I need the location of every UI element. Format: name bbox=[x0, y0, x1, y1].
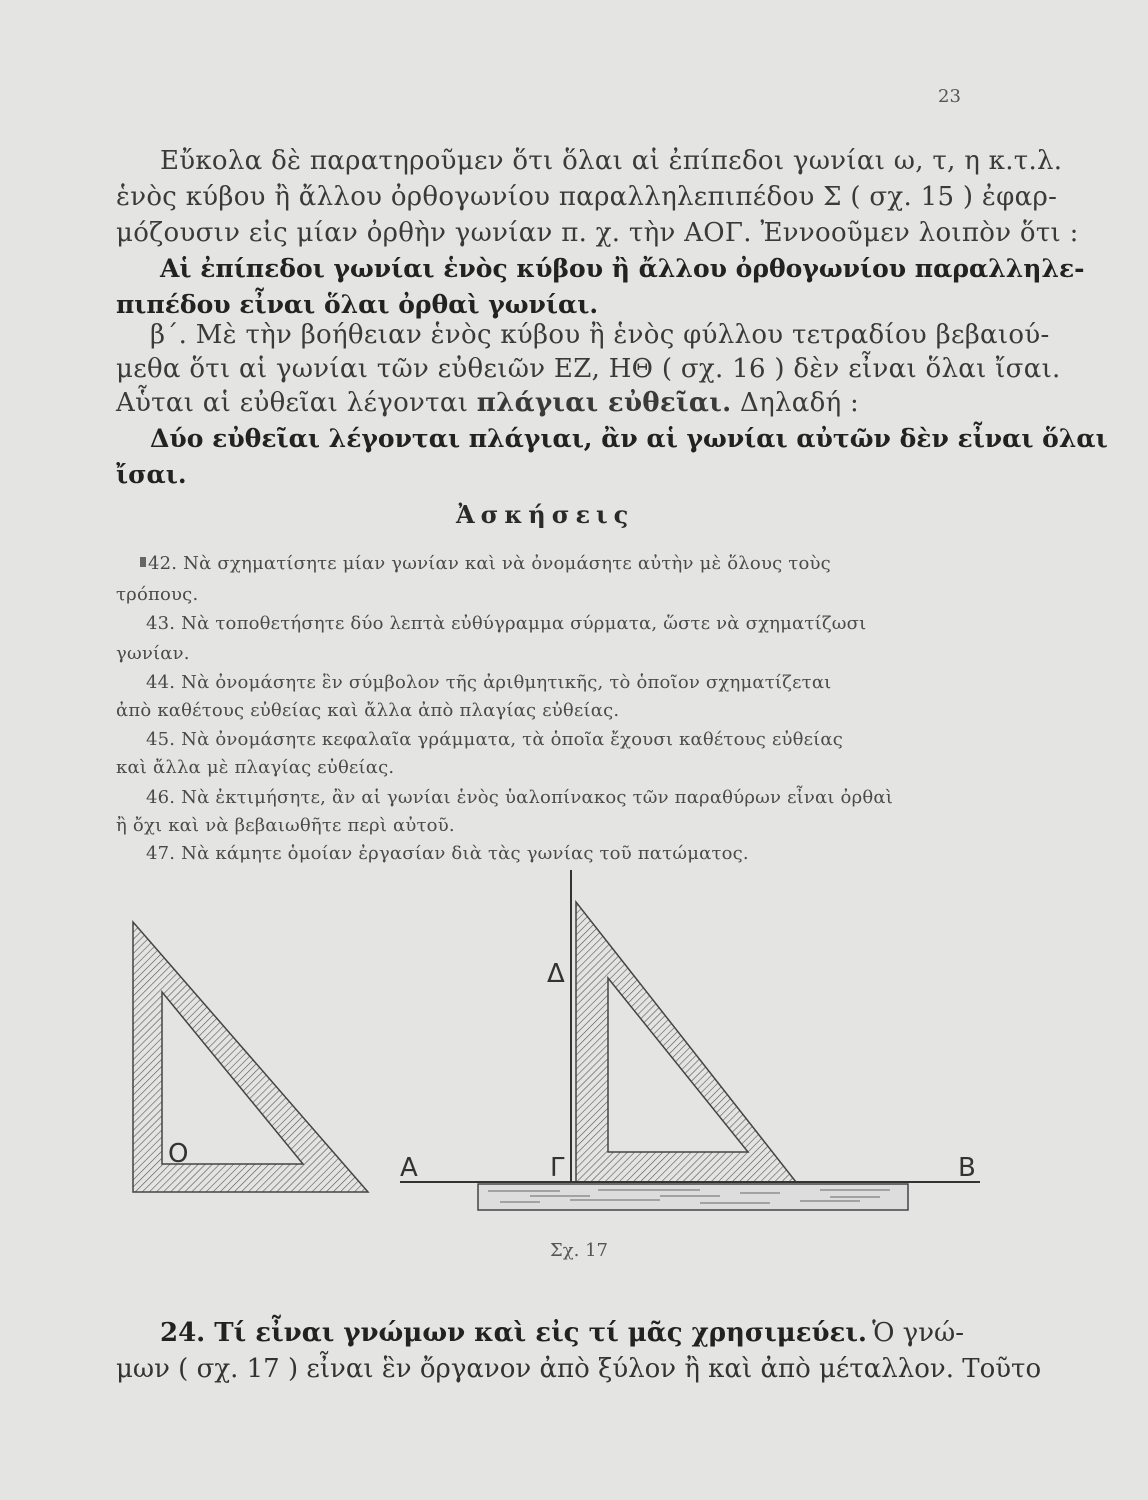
exercise-line: καὶ ἄλλα μὲ πλαγίας εὐθείας. bbox=[116, 757, 395, 778]
exercise-line: 42. Νὰ σχηματίσητε μίαν γωνίαν καὶ νὰ ὀνομάσητε αὐτὴν μὲ ὅλους τοὺς bbox=[148, 553, 831, 574]
label-b: B bbox=[958, 1153, 976, 1183]
paragraph-text: Αὗται αἱ εὐθεῖαι λέγονται bbox=[116, 388, 469, 418]
exercise-line: 43. Νὰ τοποθετήσητε δύο λεπτὰ εὐθύγραμμα σύρματα, ὥστε νὰ σχηματίζωσι bbox=[146, 613, 867, 634]
figure-set-square bbox=[0, 860, 1148, 1220]
label-o: O bbox=[168, 1139, 189, 1169]
exercises-heading: Ἀσκήσεις bbox=[456, 500, 635, 529]
exercise-line: τρόπους. bbox=[116, 584, 199, 605]
exercise-line: 47. Νὰ κάμητε ὁμοίαν ἐργασίαν διὰ τὰς γωνίας τοῦ πατώματος. bbox=[146, 843, 749, 864]
label-gamma: Γ bbox=[550, 1153, 565, 1183]
exercise-line: 46. Νὰ ἐκτιμήσητε, ἂν αἱ γωνίαι ἑνὸς ὑαλοπίνακος τῶν παραθύρων εἶναι ὀρθαὶ bbox=[146, 787, 894, 808]
paragraph-text: Δηλαδή : bbox=[740, 388, 860, 418]
paragraph-line: ἑνὸς κύβου ἢ ἄλλου ὀρθογωνίου παραλληλεπιπέδου Σ ( σχ. 15 ) ἐφαρ- bbox=[116, 182, 1058, 212]
label-delta: Δ bbox=[547, 959, 565, 989]
section-24-line: μων ( σχ. 17 ) εἶναι ἓν ὄργανον ἀπὸ ξύλον ἢ καὶ ἀπὸ μέταλλον. Τοῦτο bbox=[116, 1354, 1042, 1384]
paragraph-line: μεθα ὅτι αἱ γωνίαι τῶν εὐθειῶν ΕΖ, ΗΘ ( σχ. 16 ) δὲν εἶναι ὅλαι ἴσαι. bbox=[116, 354, 1061, 384]
exercise-line: ἀπὸ καθέτους εὐθείας καὶ ἄλλα ἀπὸ πλαγίας εὐθείας. bbox=[116, 700, 620, 721]
rule-line: Δύο εὐθεῖαι λέγονται πλάγιαι, ἂν αἱ γωνίαι αὐτῶν δὲν εἶναι ὅλαι bbox=[150, 424, 1108, 453]
paragraph-line: β΄. Μὲ τὴν βοήθειαν ἑνὸς κύβου ἢ ἑνὸς φύλλου τετραδίου βεβαιού- bbox=[150, 320, 1050, 350]
figure-caption: Σχ. 17 bbox=[550, 1240, 608, 1261]
section-24-text: Ὁ γνώ- bbox=[872, 1318, 965, 1348]
exercise-line: γωνίαν. bbox=[116, 643, 190, 664]
rule-line: πιπέδου εἶναι ὅλαι ὀρθαὶ γωνίαι. bbox=[116, 290, 599, 319]
right-set-square bbox=[576, 902, 796, 1182]
paragraph-line: Εὔκολα δὲ παρατηροῦμεν ὅτι ὅλαι αἱ ἐπίπεδοι γωνίαι ω, τ, η κ.τ.λ. bbox=[160, 146, 1063, 176]
rule-line: ἴσαι. bbox=[116, 460, 187, 489]
margin-mark bbox=[140, 557, 146, 567]
section-24-title: 24. Τί εἶναι γνώμων καὶ εἰς τί μᾶς χρησιμεύει. bbox=[160, 1318, 867, 1348]
section-24-line bbox=[160, 1318, 964, 1348]
paragraph-line: μόζουσιν εἰς μίαν ὀρθὴν γωνίαν π. χ. τὴν ΑΟΓ. Ἐννοοῦμεν λοιπὸν ὅτι : bbox=[116, 218, 1079, 248]
exercise-line: ἢ ὄχι καὶ νὰ βεβαιωθῆτε περὶ αὐτοῦ. bbox=[116, 815, 455, 836]
exercise-line: 45. Νὰ ὀνομάσητε κεφαλαῖα γράμματα, τὰ ὁποῖα ἔχουσι καθέτους εὐθείας bbox=[146, 729, 844, 750]
paragraph-line bbox=[116, 388, 859, 418]
bold-term: πλάγιαι εὐθεῖαι. bbox=[476, 388, 732, 418]
rule-line: Αἱ ἐπίπεδοι γωνίαι ἑνὸς κύβου ἢ ἄλλου ὀρθογωνίου παραλληλε- bbox=[160, 254, 1085, 283]
page-number: 23 bbox=[938, 86, 961, 107]
label-a: A bbox=[400, 1153, 418, 1183]
exercise-line: 44. Νὰ ὀνομάσητε ἓν σύμβολον τῆς ἀριθμητικῆς, τὸ ὁποῖον σχηματίζεται bbox=[146, 672, 832, 693]
